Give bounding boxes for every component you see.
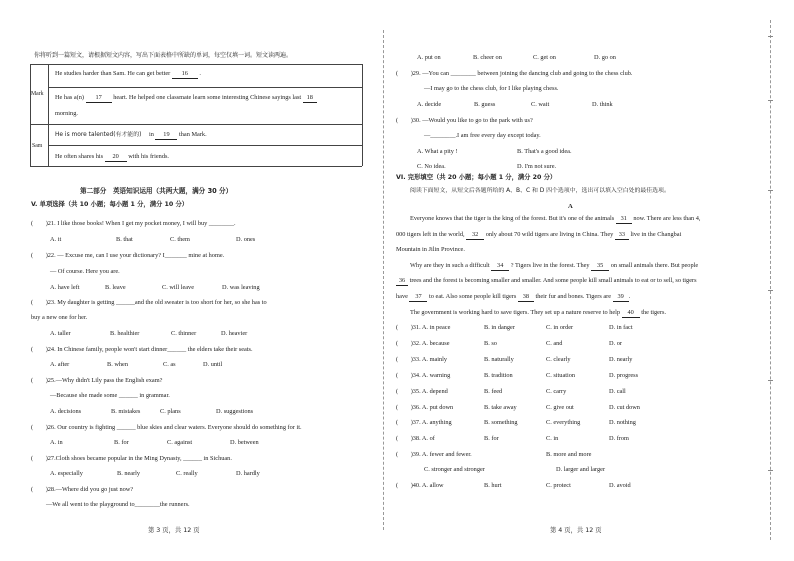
- page-footer-right: 第 4 页，共 12 页: [550, 527, 602, 534]
- question-25-reply: —Because she made some ______ in grammar.: [50, 392, 170, 399]
- question-28-reply: —We all went to the playground to________the runners.: [46, 501, 190, 508]
- binding-mark: [768, 290, 773, 291]
- option-c[interactable]: C. plans: [160, 408, 181, 415]
- option-b[interactable]: B. cheer on: [473, 54, 502, 61]
- blank-17[interactable]: 17: [86, 94, 112, 103]
- option-a[interactable]: A. especially: [50, 470, 83, 477]
- option-c[interactable]: C. as: [163, 361, 176, 368]
- binding-mark: [768, 380, 773, 381]
- option-d[interactable]: D. suggestions: [216, 408, 254, 415]
- section-6-instruction: 阅读下面短文，从短文后各题所给的 A、B、C 和 D 四个选项中，选出可以填入空白处的最佳选项。: [410, 188, 670, 194]
- option-c[interactable]: C. against: [167, 439, 193, 446]
- option-c[interactable]: C. really: [176, 470, 198, 477]
- option-b[interactable]: B. guess: [474, 101, 496, 108]
- option-d[interactable]: D. think: [592, 101, 613, 108]
- blank-34[interactable]: 34: [491, 262, 509, 271]
- option-b[interactable]: B. mistakes: [111, 408, 141, 415]
- question-26: ( )26. Our country is fighting ______ blue skies and clear waters. Everyone should do something for it.: [31, 424, 302, 431]
- blank-18[interactable]: 18: [303, 94, 317, 103]
- question-24: ( )24. In Chinese family, people won't start dinner______ the elders take their seats.: [31, 346, 253, 353]
- blank-16[interactable]: 16: [172, 70, 198, 79]
- section-6-title: VI. 完形填空（共 20 小题；每小题 1 分，满分 20 分）: [396, 174, 557, 181]
- binding-mark: [768, 470, 773, 471]
- option-d[interactable]: D. ones: [236, 236, 256, 243]
- blank-20[interactable]: 20: [105, 153, 127, 162]
- passage-line-5: 36 trees and the forest is becoming smaller and smaller. And some people kill small animals to eat or to sell, so tigers: [396, 277, 697, 286]
- blank-38[interactable]: 38: [518, 293, 534, 302]
- option-b[interactable]: B. That's a good idea.: [517, 148, 572, 155]
- question-21: ( )21. I like those books! When I get my pocket money, I will buy ________.: [31, 220, 236, 227]
- passage-line-2: 000 tigers left in the world, 32 only about 70 wild tigers are living in China. They 33 live in the Changbai: [396, 231, 682, 238]
- question-23-cont: buy a new one for her.: [31, 314, 88, 321]
- option-a[interactable]: A. decisions: [50, 408, 82, 415]
- blank-37[interactable]: 37: [409, 293, 427, 302]
- question-25: ( )25.—Why didn't Lily pass the English exam?: [31, 377, 163, 384]
- blank-40[interactable]: 40: [622, 309, 640, 318]
- table-row-2: He has a(n) 17 heart. He helped one classmate learn some interesting Chinese sayings last 18: [55, 94, 317, 103]
- option-d[interactable]: D. go on: [594, 54, 616, 61]
- option-c[interactable]: C. get on: [533, 54, 556, 61]
- listening-instruction: 你将听到一篇短文，请根据短文内容，写出下面表格中所缺的单词，每空仅填一词。短文读两遍。: [34, 52, 293, 59]
- option-a[interactable]: A. it: [50, 236, 62, 243]
- blank-19[interactable]: 19: [155, 131, 177, 140]
- option-c[interactable]: C. will leave: [162, 284, 195, 291]
- option-a[interactable]: A. decide: [417, 101, 442, 108]
- option-b[interactable]: B. that: [116, 236, 133, 243]
- option-a[interactable]: A. in: [50, 439, 63, 446]
- option-b[interactable]: B. when: [107, 361, 128, 368]
- question-27: ( )27.Cloth shoes became popular in the Ming Dynasty, ______ in Sichuan.: [31, 455, 232, 462]
- option-a[interactable]: A. have left: [50, 284, 80, 291]
- blank-36[interactable]: 36: [396, 277, 408, 286]
- option-b[interactable]: B. for: [114, 439, 129, 446]
- page-divider: [383, 30, 384, 530]
- option-c[interactable]: C. thinner: [171, 330, 197, 337]
- option-d[interactable]: D. heavier: [221, 330, 248, 337]
- blank-39[interactable]: 39: [613, 293, 629, 302]
- option-a[interactable]: A. put on: [417, 54, 441, 61]
- option-b[interactable]: B. nearly: [117, 470, 141, 477]
- passage-line-1: Everyone knows that the tiger is the king of the forest. But it's one of the animals 31 now. There are less than 4,: [410, 215, 701, 222]
- question-22-reply: — Of course. Here you are.: [50, 268, 120, 275]
- option-a[interactable]: A. taller: [50, 330, 71, 337]
- binding-mark: [768, 100, 773, 101]
- option-a[interactable]: A. after: [50, 361, 70, 368]
- question-29-reply: —I may go to the chess club, for I like playing chess.: [424, 85, 559, 92]
- passage-label: A: [568, 203, 573, 210]
- option-d[interactable]: D. was leaving: [222, 284, 260, 291]
- passage-line-7: The government is working hard to save tigers. They set up a nature reserve to help 40 the tigers.: [410, 309, 667, 316]
- passage-line-4: Why are they in such a difficult 34 ? Tigers live in the forest. They 35 on small animals there. But people: [410, 262, 699, 269]
- table-row-1: He studies harder than Sam. He can get better 16 .: [55, 70, 201, 77]
- binding-mark: [768, 190, 773, 191]
- option-d[interactable]: D. hardly: [236, 470, 260, 477]
- option-d[interactable]: D. between: [230, 439, 259, 446]
- binding-mark: [768, 36, 773, 37]
- option-a[interactable]: A. What a pity !: [417, 148, 458, 155]
- row-label-mark: Mark: [31, 91, 44, 97]
- page-footer-left: 第 3 页，共 12 页: [148, 527, 200, 534]
- blank-31[interactable]: 31: [616, 215, 632, 224]
- passage-line-3: Mountain in Jilin Province.: [396, 246, 465, 253]
- option-b[interactable]: B. healthier: [110, 330, 140, 337]
- table-row-4: He often shares his 20 with his friends.: [55, 153, 170, 160]
- option-c[interactable]: C. them: [170, 236, 190, 243]
- question-28: ( )28.—Where did you go just now?: [31, 486, 134, 493]
- part2-title: 第二部分 英语知识运用（共两大题，满分 30 分）: [80, 187, 233, 195]
- option-d[interactable]: D. I'm not sure.: [517, 163, 557, 170]
- question-30: ( )30. —Would you like to go to the park with us?: [396, 117, 533, 124]
- question-30-reply: —________.I am free every day except today.: [424, 132, 541, 139]
- row-label-sam: Sam: [32, 143, 43, 149]
- blank-33[interactable]: 33: [615, 231, 629, 240]
- question-23: ( )23. My daughter is getting ______and the old sweater is too short for her, so she has to: [31, 299, 267, 306]
- option-b[interactable]: B. leave: [105, 284, 126, 291]
- table-row-2-cont: morning.: [55, 110, 78, 117]
- section-5-title: V. 单项选择（共 10 小题；每小题 1 分，满分 10 分）: [31, 201, 189, 208]
- question-29: ( )29. —You can ________ between joining the dancing club and going to the chess club.: [396, 70, 633, 77]
- passage-line-6: have 37 to eat. Also some people kill tigers 38 their fur and bones. Tigers are 39 .: [396, 293, 631, 300]
- option-c[interactable]: C. wait: [531, 101, 550, 108]
- question-22: ( )22. — Excuse me, can I use your dictionary? I_______ mine at home.: [31, 252, 225, 259]
- blank-35[interactable]: 35: [591, 262, 609, 271]
- option-c[interactable]: C. No idea.: [417, 163, 446, 170]
- option-d[interactable]: D. until: [203, 361, 223, 368]
- blank-32[interactable]: 32: [466, 231, 484, 240]
- right-binding-line: [770, 20, 771, 540]
- table-row-3: He is more talented(有才能的) in 19 than Mark.: [55, 131, 207, 138]
